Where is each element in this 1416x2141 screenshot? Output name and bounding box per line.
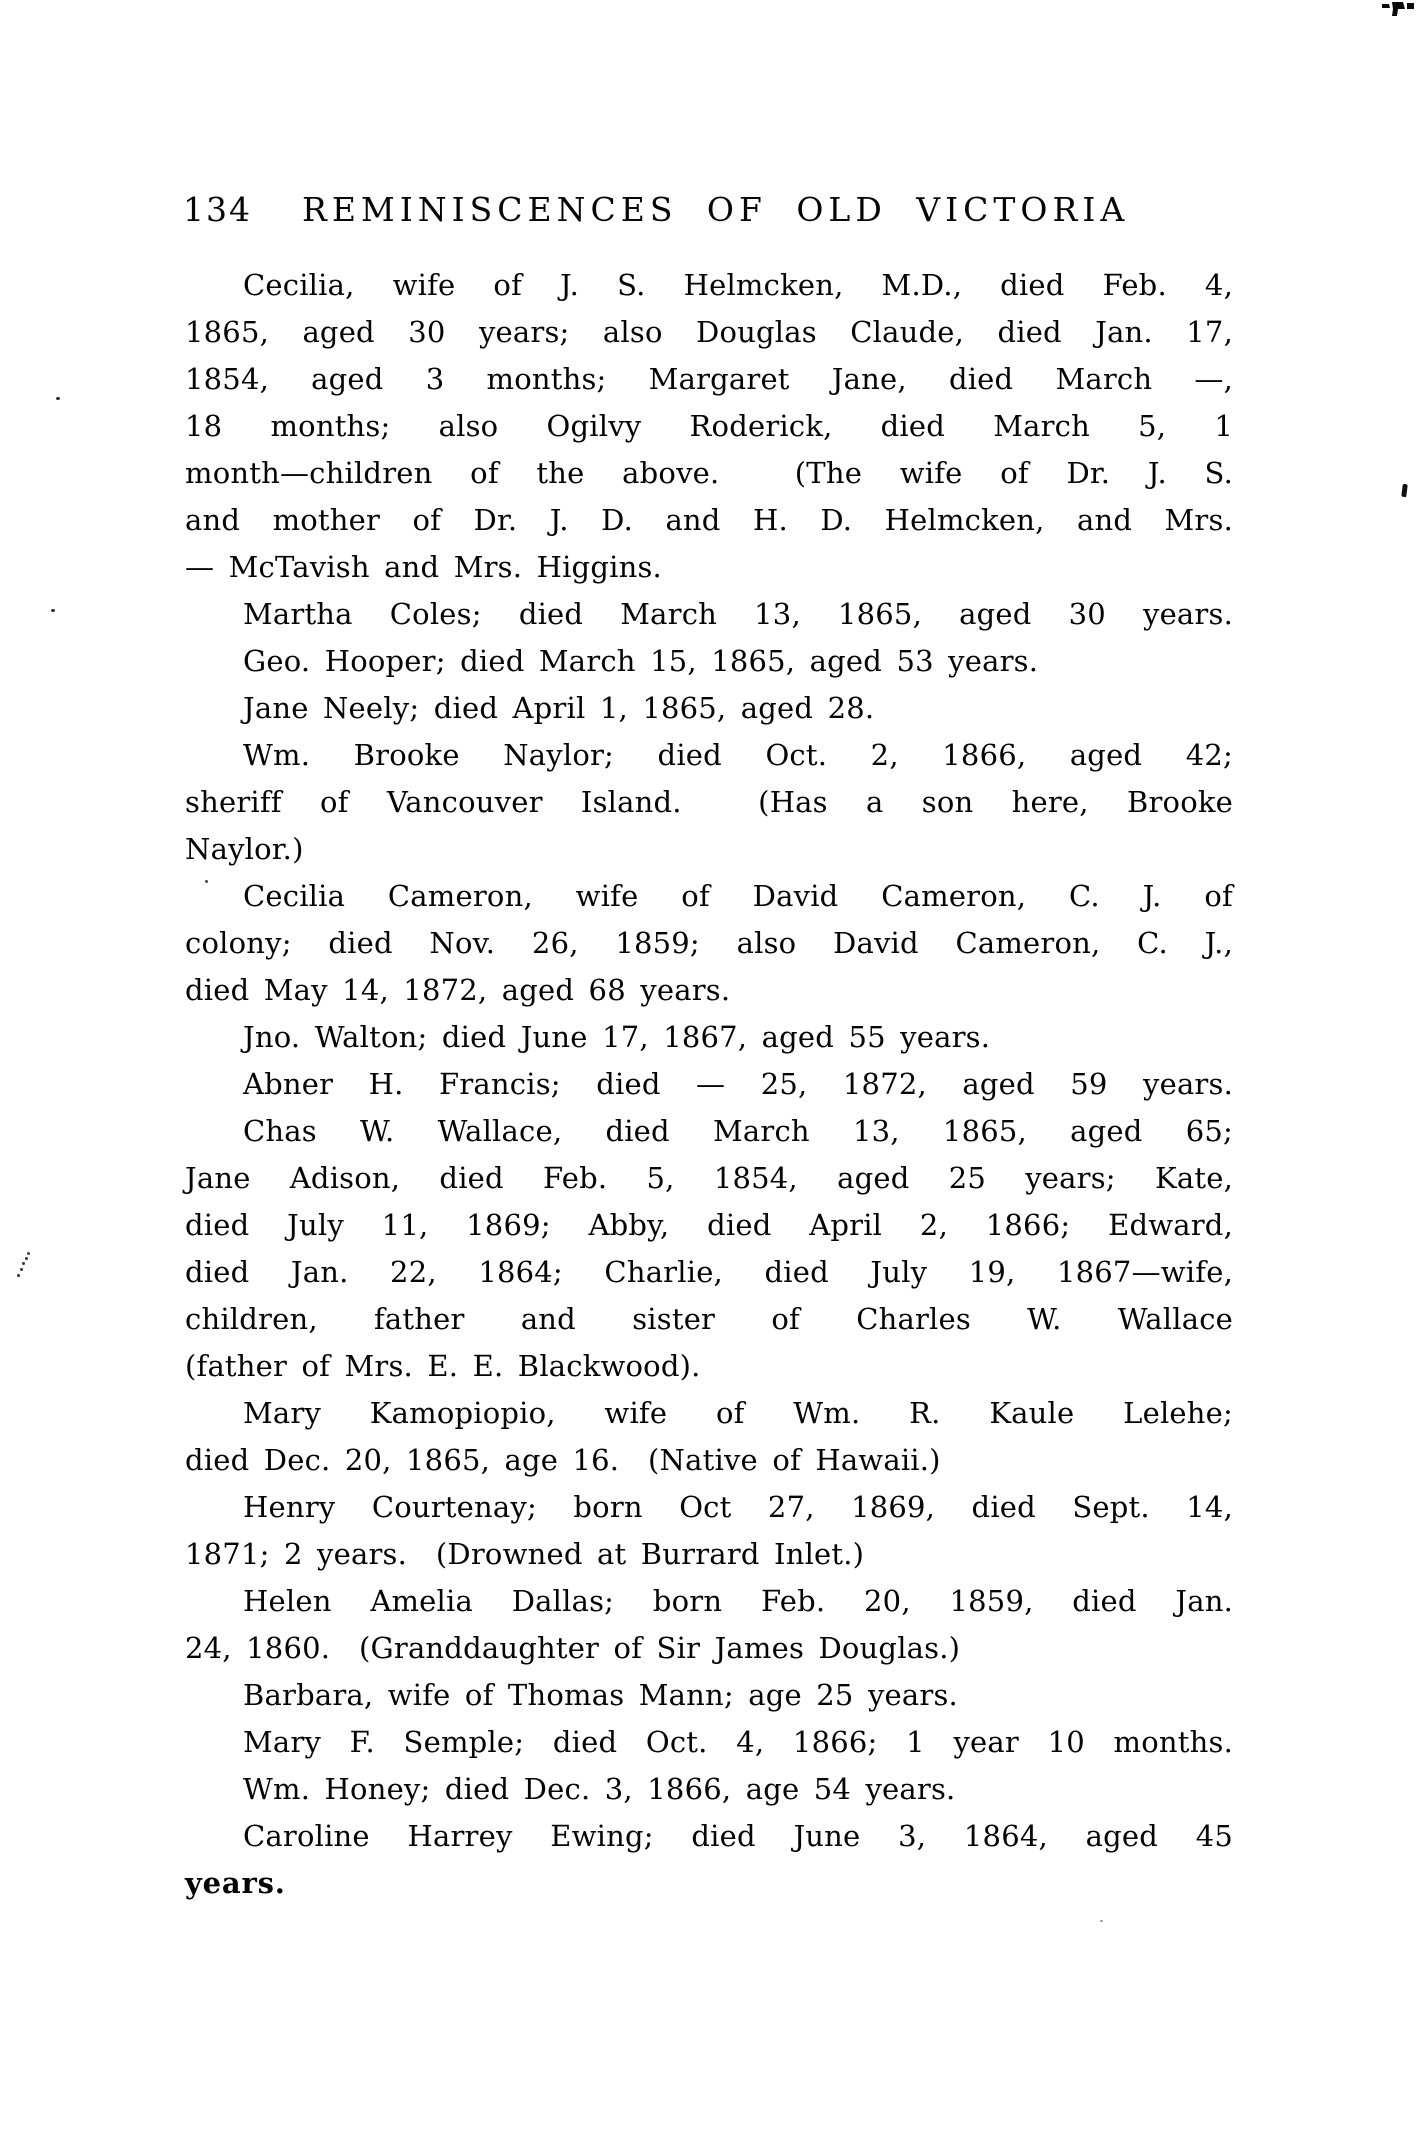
text-line: Mary F. Semple; died Oct. 4, 1866; 1 year 10 months. xyxy=(243,1725,1233,1759)
page-header xyxy=(183,190,1129,230)
body-text xyxy=(185,262,1233,1907)
text-line: Helen Amelia Dallas; born Feb. 20, 1859, died Jan. xyxy=(243,1584,1233,1618)
text-line: died Dec. 20, 1865, age 16. (Native of Hawaii.) xyxy=(185,1443,941,1477)
text-line: Chas W. Wallace, died March 13, 1865, aged 65; xyxy=(243,1114,1233,1148)
text-line: — McTavish and Mrs. Higgins. xyxy=(185,550,662,584)
text-line: 24, 1860. (Granddaughter of Sir James Douglas.) xyxy=(185,1631,961,1665)
text-line: 1854, aged 3 months; Margaret Jane, died March —, xyxy=(185,362,1233,396)
text-line: 1871; 2 years. (Drowned at Burrard Inlet.) xyxy=(185,1537,865,1571)
text-line: colony; died Nov. 26, 1859; also David Cameron, C. J., xyxy=(185,926,1233,960)
text-line: died Jan. 22, 1864; Charlie, died July 19, 1867—wife, xyxy=(185,1255,1233,1289)
ink-smudge-corner xyxy=(1381,0,1416,20)
text-line: Jane Neely; died April 1, 1865, aged 28. xyxy=(243,691,875,725)
text-line: children, father and sister of Charles W. Wallace xyxy=(185,1302,1233,1336)
text-line: Wm. Honey; died Dec. 3, 1866, age 54 years. xyxy=(243,1772,956,1806)
ink-speck-left-upper xyxy=(56,397,60,400)
text-line: month—children of the above. (The wife of Dr. J. S. xyxy=(185,456,1233,490)
pencil-dotted-mark-left xyxy=(17,1274,20,1277)
text-line: Jno. Walton; died June 17, 1867, aged 55 years. xyxy=(243,1020,991,1054)
text-line: Mary Kamopiopio, wife of Wm. R. Kaule Lelehe; xyxy=(243,1396,1233,1430)
ink-speck-left-mid xyxy=(51,609,55,612)
text-line: Martha Coles; died March 13, 1865, aged 30 years. xyxy=(243,597,1233,631)
text-line: died July 11, 1869; Abby, died April 2, 1866; Edward, xyxy=(185,1208,1233,1242)
text-line: 18 months; also Ogilvy Roderick, died March 5, 1 xyxy=(185,409,1233,443)
ink-speck-naylor xyxy=(205,880,208,883)
text-line: Jane Adison, died Feb. 5, 1854, aged 25 years; Kate, xyxy=(185,1161,1233,1195)
ink-speck-bottom xyxy=(1100,1920,1103,1922)
text-line: Geo. Hooper; died March 15, 1865, aged 53 years. xyxy=(243,644,1039,678)
ink-mark-right-margin xyxy=(1401,484,1408,498)
text-line: Abner H. Francis; died — 25, 1872, aged 59 years. xyxy=(243,1067,1233,1101)
text-line: and mother of Dr. J. D. and H. D. Helmcken, and Mrs. xyxy=(185,503,1233,537)
text-line: Henry Courtenay; born Oct 27, 1869, died Sept. 14, xyxy=(243,1490,1233,1524)
text-line: years. xyxy=(185,1866,286,1900)
text-line: Cecilia, wife of J. S. Helmcken, M.D., died Feb. 4, xyxy=(243,268,1233,302)
text-line: died May 14, 1872, aged 68 years. xyxy=(185,973,731,1007)
text-line: Cecilia Cameron, wife of David Cameron, C. J. of xyxy=(243,879,1233,913)
text-line: sheriff of Vancouver Island. (Has a son here, Brooke xyxy=(185,785,1233,819)
running-title: REMINISCENCES OF OLD VICTORIA xyxy=(302,190,1130,229)
text-line: Naylor.) xyxy=(185,832,304,866)
page-number: 134 xyxy=(183,190,252,229)
text-line: Caroline Harrey Ewing; died June 3, 1864, aged 45 xyxy=(243,1819,1233,1853)
text-line: 1865, aged 30 years; also Douglas Claude, died Jan. 17, xyxy=(185,315,1233,349)
text-line: (father of Mrs. E. E. Blackwood). xyxy=(185,1349,701,1383)
text-line: Barbara, wife of Thomas Mann; age 25 years. xyxy=(243,1678,958,1712)
text-line: Wm. Brooke Naylor; died Oct. 2, 1866, aged 42; xyxy=(243,738,1233,772)
